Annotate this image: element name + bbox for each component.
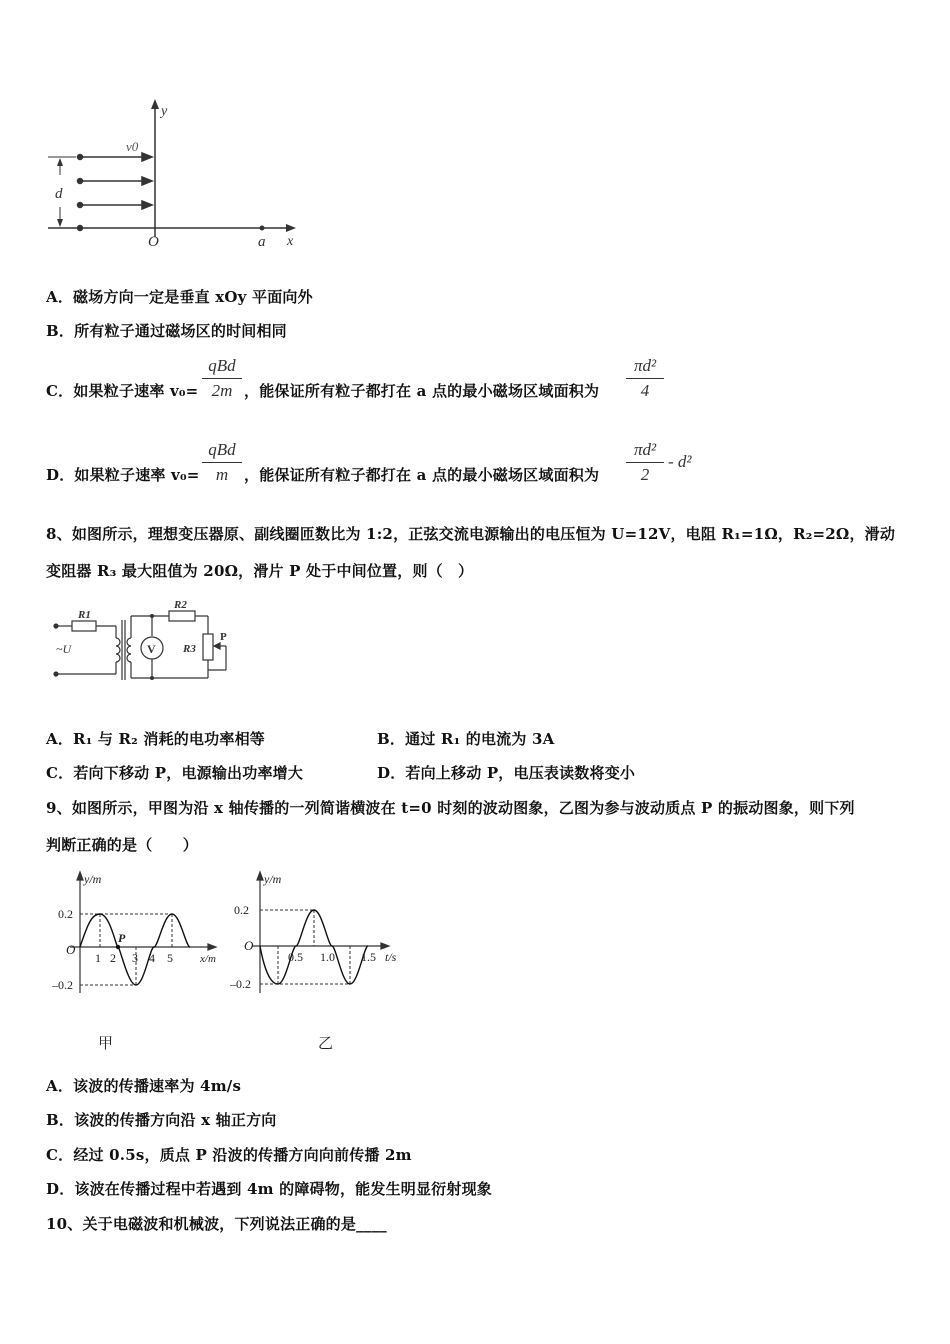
fraction-denominator: 2m xyxy=(211,381,233,400)
yi-origin-label: O xyxy=(244,938,254,953)
jia-caption: 甲 xyxy=(98,1034,114,1052)
q7-option-d-area-fraction xyxy=(626,440,664,485)
q9-stem-line-2: 判断正确的是（ ） xyxy=(46,836,199,854)
q9-option-b: B．该波的传播方向沿 x 轴正方向 xyxy=(46,1111,277,1129)
q8-option-d: D．若向上移动 P，电压表读数将变小 xyxy=(377,764,636,782)
wave-graph-jia xyxy=(40,868,230,998)
yi-y-axis-label: y/m xyxy=(264,872,282,886)
q7-option-c-area-fraction xyxy=(626,356,664,401)
yi-y-tick-bottom: –0.2 xyxy=(230,977,251,991)
yi-x-tick: 1.0 xyxy=(320,950,335,964)
q9-option-d: D．该波在传播过程中若遇到 4m 的障碍物，能发生明显衍射现象 xyxy=(46,1180,492,1198)
q7-option-a: A．磁场方向一定是垂直 xOy 平面向外 xyxy=(46,288,313,306)
particle-beam-figure xyxy=(40,95,310,255)
r3-label: R3 xyxy=(183,643,196,655)
fraction-numerator: πd² xyxy=(633,440,657,459)
vibration-graph-yi xyxy=(230,868,410,998)
source-label: ~U xyxy=(56,642,72,656)
r2-label: R2 xyxy=(174,599,187,611)
fraction-numerator: πd² xyxy=(633,356,657,375)
jia-point-p-label: P xyxy=(118,931,126,945)
slider-p-label: P xyxy=(220,631,227,643)
jia-x-tick: 4 xyxy=(149,951,155,965)
jia-x-tick: 3 xyxy=(132,951,138,965)
x-axis-label: x xyxy=(287,234,294,249)
q8-option-b: B．通过 R₁ 的电流为 3A xyxy=(377,730,555,748)
fraction-numerator: qBd xyxy=(208,440,236,459)
y-axis-label: y xyxy=(161,104,168,119)
transformer-circuit-figure xyxy=(44,596,244,686)
q8-stem-line-1: 8、如图所示，理想变压器原、副线圈匝数比为 1:2，正弦交流电源输出的电压恒为 U=12V，电阻 R₁=1Ω，R₂=2Ω，滑动 xyxy=(46,525,896,543)
q7-option-d-middle: ，能保证所有粒子都打在 a 点的最小磁场区域面积为 xyxy=(244,466,600,484)
q8-option-a: A．R₁ 与 R₂ 消耗的电功率相等 xyxy=(46,730,265,748)
fraction-denominator: m xyxy=(215,465,229,484)
yi-x-axis-label: t/s xyxy=(385,950,397,964)
jia-x-tick: 1 xyxy=(95,951,101,965)
width-d-label: d xyxy=(55,186,63,202)
q7-option-d-speed-fraction xyxy=(202,440,242,485)
q7-option-d-label: D．如果粒子速率 v₀= xyxy=(46,466,200,484)
fraction-denominator: 2 xyxy=(640,465,650,484)
jia-origin-label: O xyxy=(66,942,76,957)
jia-x-tick: 2 xyxy=(110,951,116,965)
q9-option-a: A．该波的传播速率为 4m/s xyxy=(46,1077,242,1095)
fraction-denominator: 4 xyxy=(640,381,650,400)
q7-option-b: B．所有粒子通过磁场区的时间相同 xyxy=(46,322,287,340)
jia-y-axis-label: y/m xyxy=(84,872,102,886)
yi-caption: 乙 xyxy=(318,1034,334,1052)
velocity-label: v0 xyxy=(126,139,139,154)
jia-y-tick-bottom: –0.2 xyxy=(52,978,73,992)
q8-option-c: C．若向下移动 P，电源输出功率增大 xyxy=(46,764,304,782)
q9-stem-line-1: 9、如图所示，甲图为沿 x 轴传播的一列简谐横波在 t=0 时刻的波动图象，乙图为参与波动质点 P 的振动图象，则下列 xyxy=(46,799,855,817)
r1-label: R1 xyxy=(78,609,91,621)
yi-x-tick: 0.5 xyxy=(288,950,303,964)
yi-y-tick-top: 0.2 xyxy=(234,903,249,917)
jia-x-axis-label: x/m xyxy=(200,953,216,965)
jia-x-tick: 5 xyxy=(167,951,173,965)
point-a-label: a xyxy=(258,234,266,250)
origin-label: O xyxy=(148,234,159,250)
voltmeter-label: V xyxy=(147,642,156,656)
fraction-numerator: qBd xyxy=(208,356,236,375)
q9-option-c: C．经过 0.5s，质点 P 沿波的传播方向向前传播 2m xyxy=(46,1146,412,1164)
q8-stem-line-2: 变阻器 R₃ 最大阻值为 20Ω，滑片 P 处于中间位置，则（ ） xyxy=(46,562,474,580)
q7-option-d-area-tail: - d² xyxy=(668,452,692,471)
q7-option-c-middle: ，能保证所有粒子都打在 a 点的最小磁场区域面积为 xyxy=(244,382,600,400)
q7-option-c-label: C．如果粒子速率 v₀= xyxy=(46,382,199,400)
q10-stem: 10、关于电磁波和机械波，下列说法正确的是____ xyxy=(46,1215,387,1233)
q7-option-c-speed-fraction xyxy=(202,356,242,401)
yi-x-tick: 1.5 xyxy=(361,950,376,964)
jia-y-tick-top: 0.2 xyxy=(58,907,73,921)
